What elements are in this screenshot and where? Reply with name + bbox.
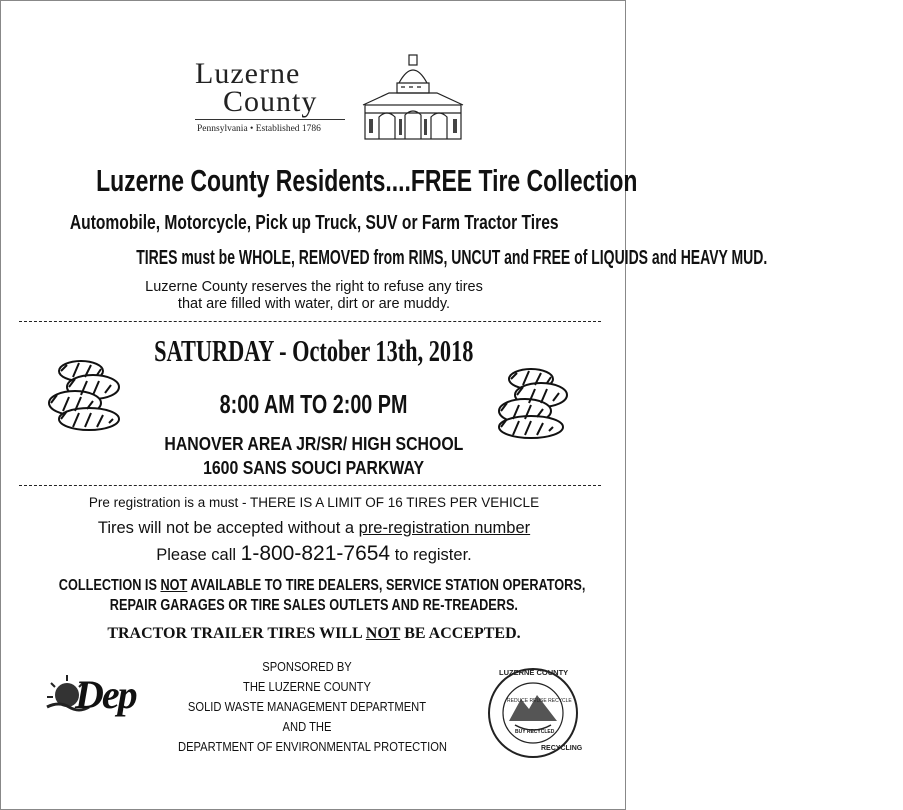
tire-types-row xyxy=(1,212,627,235)
tractor-prefix: TRACTOR TRAILER TIRES WILL xyxy=(107,625,366,642)
restriction-suffix: AVAILABLE TO TIRE DEALERS, SERVICE STATION OPERATORS, xyxy=(187,577,586,594)
sponsor-line-1: SPONSORED BY xyxy=(262,659,352,674)
tire-types: Automobile, Motorcycle, Pick up Truck, SUV or Farm Tractor Tires xyxy=(69,212,559,234)
recycling-seal-inner: BUY RECYCLED xyxy=(515,729,555,735)
tractor-notice xyxy=(1,625,627,643)
logo-name-line1: Luzerne xyxy=(195,57,301,90)
dep-logo-text: Dep xyxy=(75,672,136,717)
tire-conditions-row xyxy=(1,247,768,270)
headline: Luzerne County Residents....FREE Tire Collection xyxy=(96,163,638,198)
recycling-seal-top: LUZERNE COUNTY xyxy=(499,668,569,677)
recycling-seal xyxy=(485,665,581,761)
sponsor-line-2: THE LUZERNE COUNTY xyxy=(243,679,371,694)
tire-stack-icon-right xyxy=(487,365,579,441)
call-prefix: Please call xyxy=(156,546,241,564)
registration-limit: Pre registration is a must - THERE IS A LIMIT OF 16 TIRES PER VEHICLE xyxy=(88,495,540,510)
restriction-line2: REPAIR GARAGES OR TIRE SALES OUTLETS AND RE-TREADERS. xyxy=(109,597,519,614)
tractor-not: NOT xyxy=(365,625,401,642)
event-venue: HANOVER AREA JR/SR/ HIGH SCHOOL xyxy=(164,434,464,454)
tire-conditions: TIRES must be WHOLE, REMOVED from RIMS, UNCUT and FREE of LIQUIDS and HEAVY MUD. xyxy=(136,247,768,269)
sponsors-block xyxy=(157,657,457,757)
tractor-suffix: BE ACCEPTED. xyxy=(400,625,521,642)
dep-logo xyxy=(45,673,149,719)
call-suffix: to register. xyxy=(390,546,472,564)
logo-rule xyxy=(195,119,345,120)
headline-row xyxy=(1,163,638,199)
event-date: SATURDAY - October 13th, 2018 xyxy=(154,333,474,368)
restriction-row-2 xyxy=(1,597,627,615)
logo-name-line2: County xyxy=(223,85,318,118)
sponsor-line-4: AND THE xyxy=(282,719,332,734)
pre-registration-number-text: pre-registration number xyxy=(358,519,531,537)
phone-number: 1-800-821-7654 xyxy=(240,542,391,565)
recycling-seal-bottom: RECYCLING xyxy=(541,745,583,752)
sponsor-line-5: DEPARTMENT OF ENVIRONMENTAL PROTECTION xyxy=(178,739,447,754)
sponsor-line-3: SOLID WASTE MANAGEMENT DEPARTMENT xyxy=(187,699,427,714)
refuse-notice-line1: Luzerne County reserves the right to refuse any tires xyxy=(145,279,483,295)
restriction-line1 xyxy=(59,577,586,595)
call-row xyxy=(1,542,627,566)
event-address: 1600 SANS SOUCI PARKWAY xyxy=(203,458,425,478)
divider-top xyxy=(19,321,601,322)
refuse-notice-line2: that are filled with water, dirt or are muddy. xyxy=(177,296,451,312)
restriction-not: NOT xyxy=(160,577,188,594)
restriction-prefix: COLLECTION IS xyxy=(58,577,161,594)
restriction-row-1 xyxy=(1,577,627,595)
logo-tagline: Pennsylvania • Established 1786 xyxy=(197,124,321,134)
registration-required-row xyxy=(1,519,627,538)
registration-required-text: Tires will not be accepted without a xyxy=(97,519,359,537)
tire-stack-icon-left xyxy=(41,357,131,433)
courthouse-icon xyxy=(359,53,467,143)
recycling-seal-arrows: REDUCE REUSE RECYCLE xyxy=(507,698,572,704)
event-address-row xyxy=(1,458,627,479)
luzerne-county-logo xyxy=(187,51,467,147)
divider-bottom xyxy=(19,485,601,486)
event-time: 8:00 AM TO 2:00 PM xyxy=(220,389,408,419)
